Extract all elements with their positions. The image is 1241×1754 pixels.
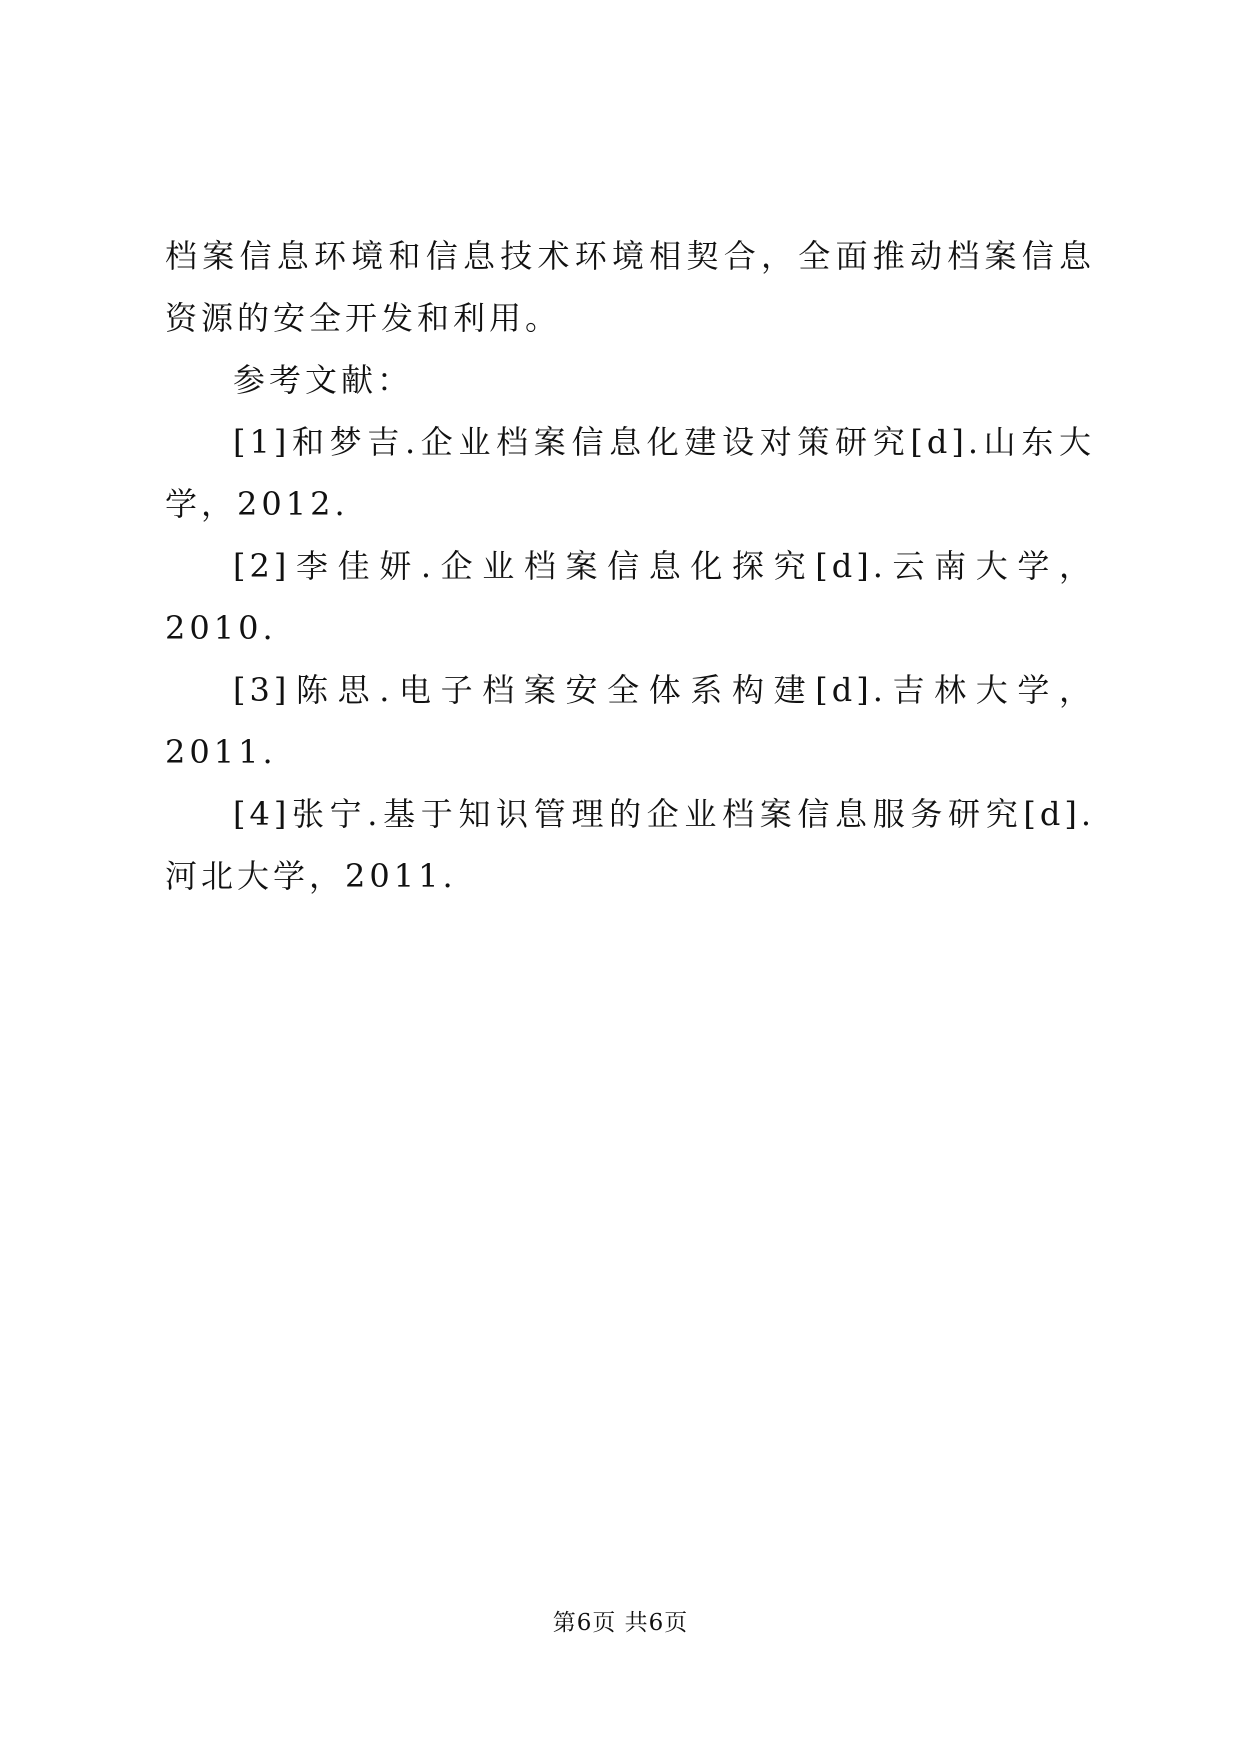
- page-footer: 第6页 共6页: [552, 1610, 689, 1636]
- reference-item-2: [2]李佳妍.企业档案信息化探究[d].云南大学，2010.: [165, 547, 1095, 647]
- document-body: [165, 225, 1095, 907]
- reference-item-1: [1]和梦吉.企业档案信息化建设对策研究[d].山东大学，2012.: [165, 423, 1095, 523]
- body-paragraph: 档案信息环境和信息技术环境相契合，全面推动档案信息资源的安全开发和利用。: [165, 237, 1095, 337]
- references-heading: 参考文献：: [233, 361, 414, 399]
- reference-item-3: [3]陈思.电子档案安全体系构建[d].吉林大学，2011.: [165, 671, 1095, 771]
- reference-item-4: [4]张宁.基于知识管理的企业档案信息服务研究[d].河北大学，2011.: [165, 795, 1095, 895]
